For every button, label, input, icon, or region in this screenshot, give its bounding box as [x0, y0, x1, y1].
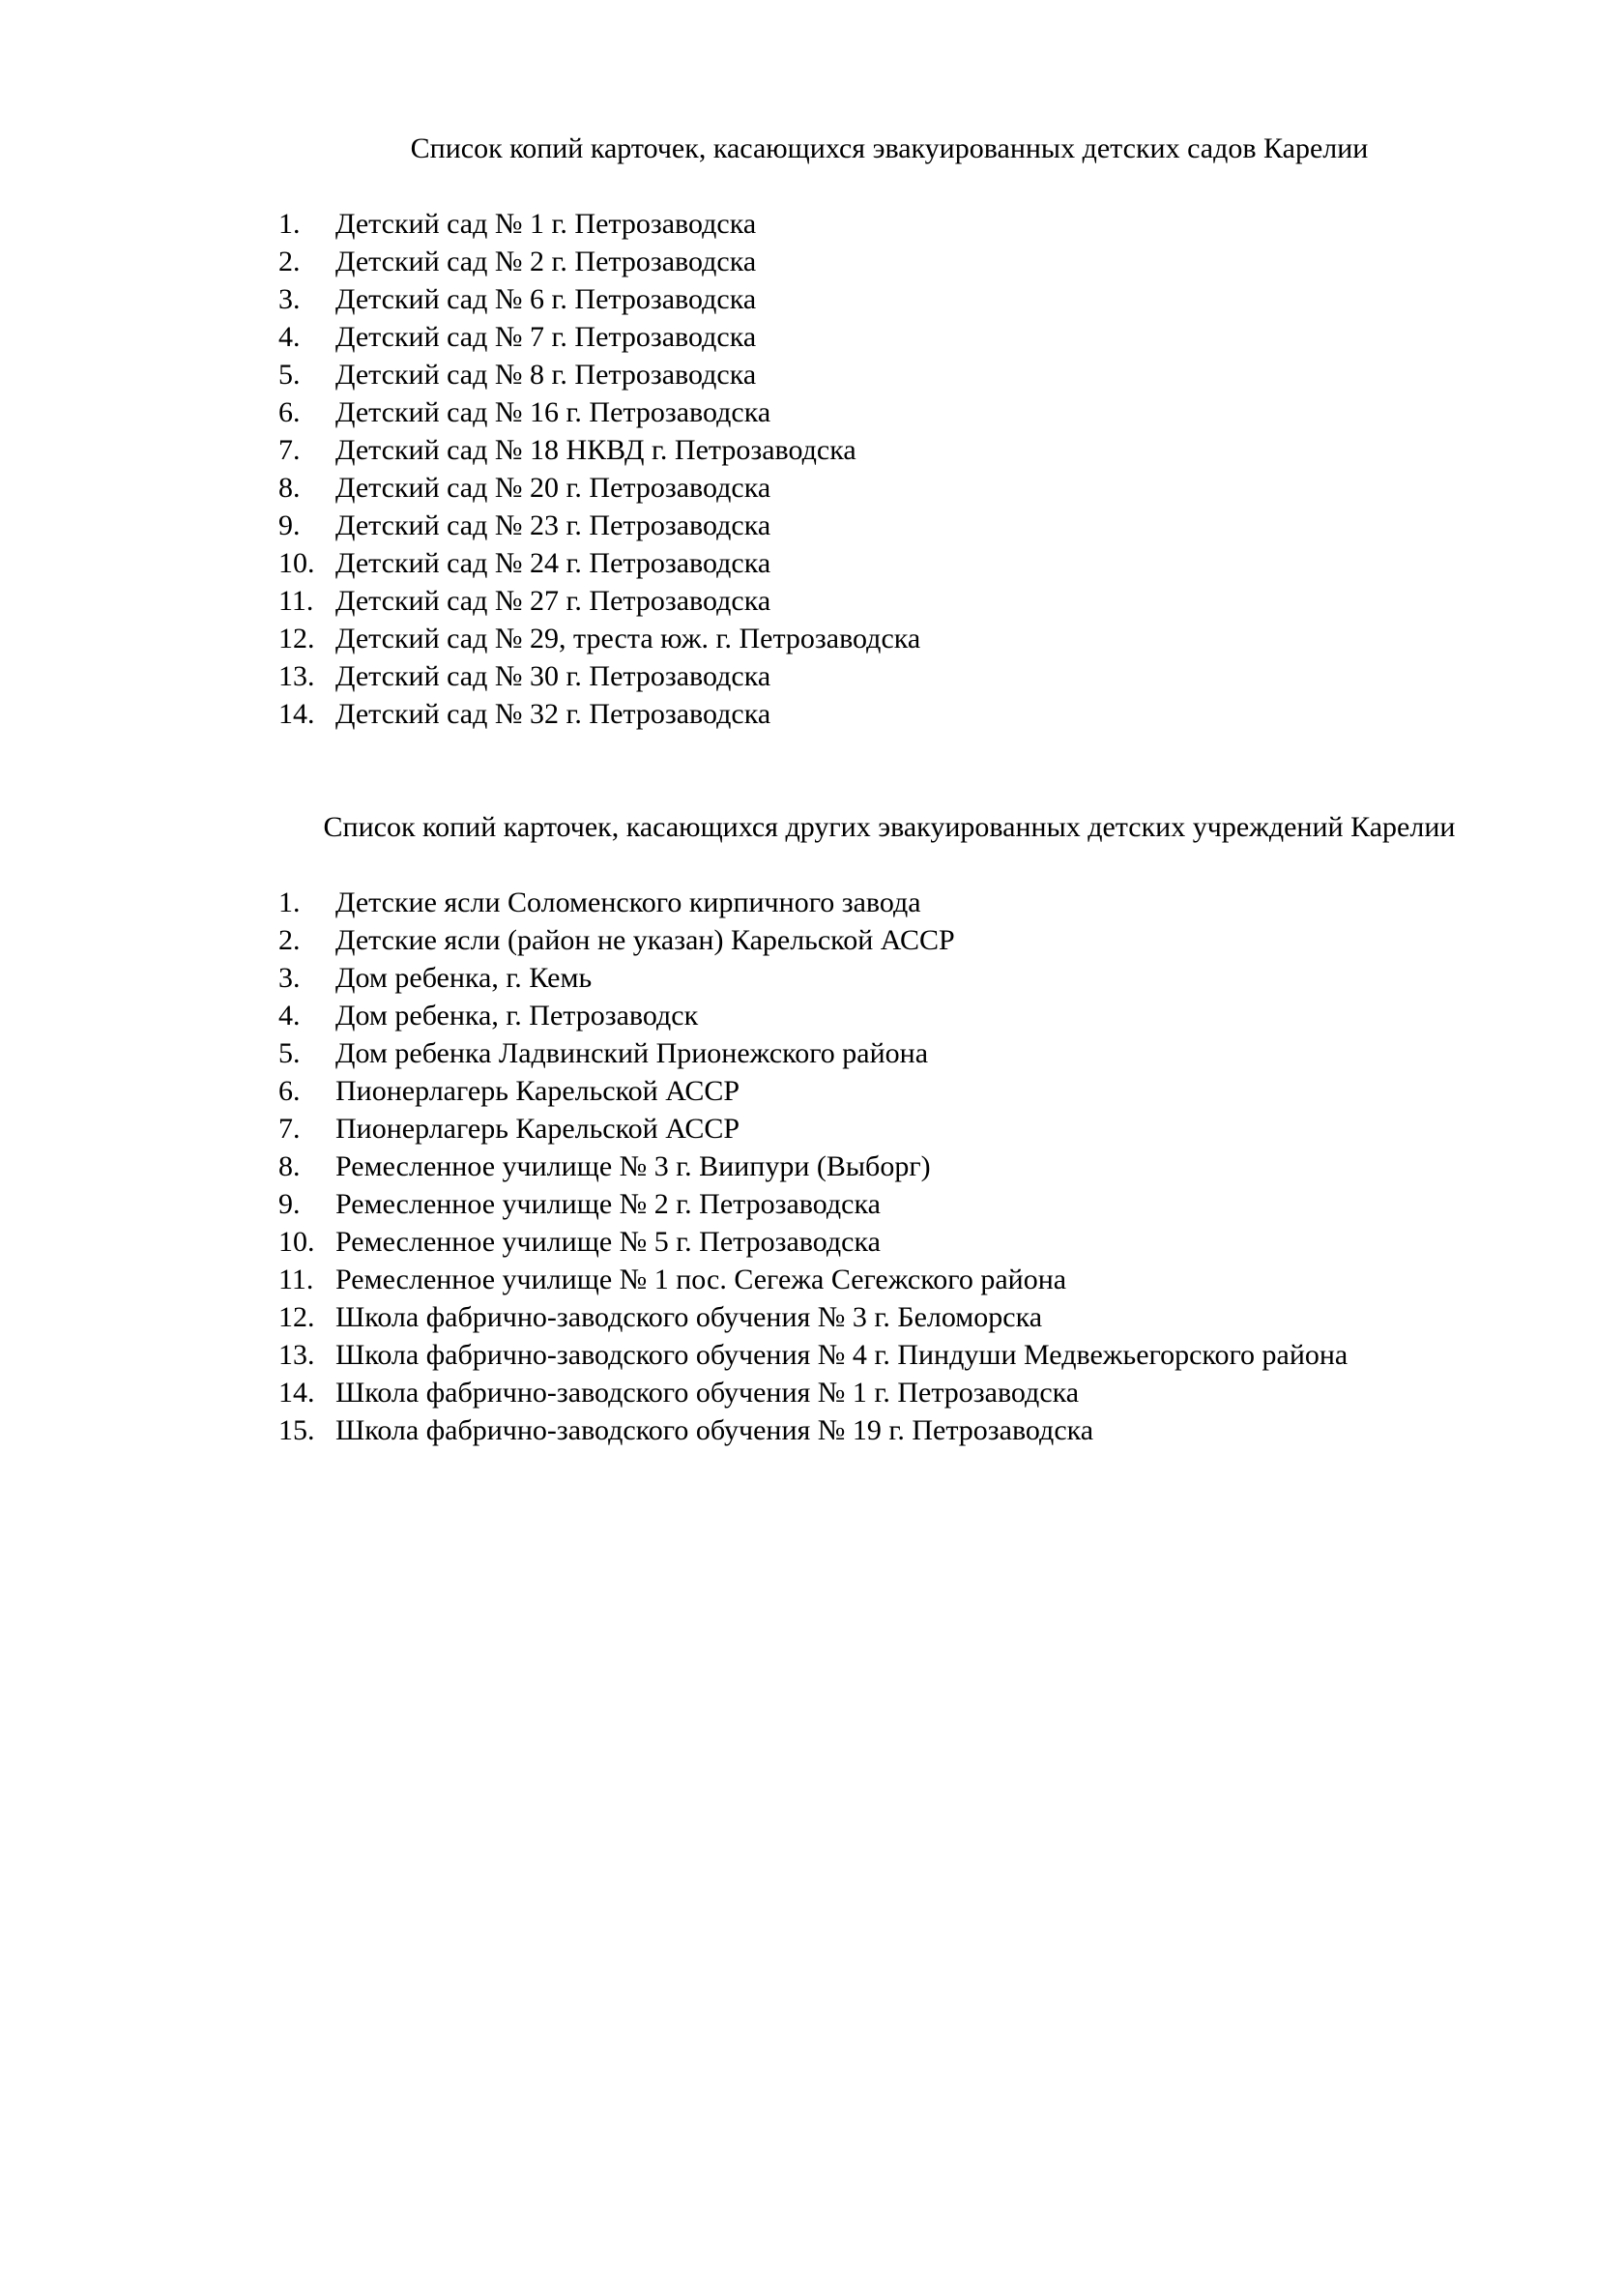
document-content — [246, 130, 1532, 1449]
list-item-text: Ремесленное училище № 2 г. Петрозаводска — [335, 1188, 881, 1220]
section-title-other-institutions: Список копий карточек, касающихся других эвакуированных детских учреждений Карелии — [323, 811, 1456, 843]
list-item-text: Дом ребенка, г. Петрозаводск — [335, 1000, 699, 1032]
list-item-number: 8. — [278, 472, 301, 504]
list-item — [246, 1411, 1532, 1449]
list-item-text: Школа фабрично-заводского обучения № 4 г. Пиндуши Медвежьегорского района — [335, 1339, 1348, 1371]
list-item-number: 7. — [278, 1113, 301, 1145]
list-item-number: 6. — [278, 396, 301, 428]
list-item-number: 9. — [278, 509, 301, 541]
list-item — [246, 1223, 1532, 1261]
section-other-institutions — [246, 808, 1532, 1449]
list-item — [246, 205, 1532, 243]
list-item-number: 3. — [278, 962, 301, 994]
other-institutions-list — [246, 884, 1532, 1449]
list-item-text: Детский сад № 24 г. Петрозаводска — [335, 547, 771, 579]
list-item-text: Школа фабрично-заводского обучения № 19 г. Петрозаводска — [335, 1414, 1094, 1446]
list-item-number: 3. — [278, 283, 301, 315]
list-item — [246, 620, 1532, 657]
list-item — [246, 356, 1532, 393]
list-item — [246, 657, 1532, 695]
list-item-number: 6. — [278, 1075, 301, 1107]
list-item-number: 5. — [278, 359, 301, 391]
list-item-text: Ремесленное училище № 1 пос. Сегежа Сегежского района — [335, 1264, 1067, 1295]
list-item-text: Ремесленное училище № 3 г. Виипури (Выборг) — [335, 1150, 931, 1182]
list-item-number: 9. — [278, 1188, 301, 1220]
list-item-number: 14. — [278, 698, 315, 730]
list-item-number: 7. — [278, 434, 301, 466]
list-item-number: 12. — [278, 1301, 315, 1333]
list-item-number: 1. — [278, 208, 301, 240]
list-item-text: Детский сад № 32 г. Петрозаводска — [335, 698, 771, 730]
list-item-text: Детский сад № 1 г. Петрозаводска — [335, 208, 757, 240]
list-item — [246, 318, 1532, 356]
list-item-text: Детский сад № 29, треста юж. г. Петрозаводска — [335, 623, 921, 654]
list-item-number: 4. — [278, 321, 301, 353]
list-item-text: Дом ребенка, г. Кемь — [335, 962, 593, 994]
list-item-number: 13. — [278, 660, 315, 692]
list-item — [246, 1336, 1532, 1374]
list-item — [246, 431, 1532, 469]
list-item-text: Дом ребенка Ладвинский Прионежского района — [335, 1037, 929, 1069]
list-item — [246, 582, 1532, 620]
list-item-number: 12. — [278, 623, 315, 654]
section-kindergartens — [246, 130, 1532, 733]
kindergartens-list — [246, 205, 1532, 733]
list-item-text: Детский сад № 27 г. Петрозаводска — [335, 585, 771, 617]
list-item — [246, 1034, 1532, 1072]
list-item — [246, 393, 1532, 431]
list-item — [246, 695, 1532, 733]
list-item — [246, 469, 1532, 507]
list-item — [246, 1072, 1532, 1110]
list-item — [246, 280, 1532, 318]
list-item-text: Детский сад № 8 г. Петрозаводска — [335, 359, 757, 391]
section-title-kindergartens: Список копий карточек, касающихся эвакуированных детских садов Карелии — [410, 132, 1369, 164]
list-item — [246, 1110, 1532, 1148]
list-item-text: Детский сад № 30 г. Петрозаводска — [335, 660, 771, 692]
list-item-text: Школа фабрично-заводского обучения № 3 г. Беломорска — [335, 1301, 1043, 1333]
list-item-number: 2. — [278, 924, 301, 956]
list-item — [246, 1298, 1532, 1336]
list-item — [246, 544, 1532, 582]
list-item-text: Детский сад № 16 г. Петрозаводска — [335, 396, 771, 428]
list-item-text: Детский сад № 6 г. Петрозаводска — [335, 283, 757, 315]
list-item-text: Детский сад № 23 г. Петрозаводска — [335, 509, 771, 541]
list-item-text: Детские ясли (район не указан) Карельской АССР — [335, 924, 955, 956]
list-item — [246, 997, 1532, 1034]
list-item-number: 13. — [278, 1339, 315, 1371]
list-item-text: Ремесленное училище № 5 г. Петрозаводска — [335, 1226, 881, 1258]
list-item-text: Школа фабрично-заводского обучения № 1 г. Петрозаводска — [335, 1377, 1080, 1409]
list-item-number: 2. — [278, 246, 301, 277]
list-item-number: 14. — [278, 1377, 315, 1409]
list-item-number: 11. — [278, 1264, 314, 1295]
list-item — [246, 884, 1532, 921]
list-item-text: Детский сад № 7 г. Петрозаводска — [335, 321, 757, 353]
list-item — [246, 959, 1532, 997]
list-item — [246, 921, 1532, 959]
list-item-number: 15. — [278, 1414, 315, 1446]
list-item — [246, 243, 1532, 280]
list-item-number: 10. — [278, 1226, 315, 1258]
list-item-text: Детский сад № 2 г. Петрозаводска — [335, 246, 757, 277]
list-item-number: 1. — [278, 886, 301, 918]
list-item-text: Детский сад № 20 г. Петрозаводска — [335, 472, 771, 504]
list-item-text: Детские ясли Соломенского кирпичного завода — [335, 886, 921, 918]
list-item-text: Пионерлагерь Карельской АССР — [335, 1075, 740, 1107]
list-item-number: 11. — [278, 585, 314, 617]
list-item-text: Пионерлагерь Карельской АССР — [335, 1113, 740, 1145]
list-item-number: 5. — [278, 1037, 301, 1069]
list-item — [246, 1185, 1532, 1223]
list-item-number: 8. — [278, 1150, 301, 1182]
list-item-text: Детский сад № 18 НКВД г. Петрозаводска — [335, 434, 856, 466]
list-item — [246, 1261, 1532, 1298]
list-item — [246, 507, 1532, 544]
list-item — [246, 1148, 1532, 1185]
list-item-number: 4. — [278, 1000, 301, 1032]
list-item — [246, 1374, 1532, 1411]
list-item-number: 10. — [278, 547, 315, 579]
